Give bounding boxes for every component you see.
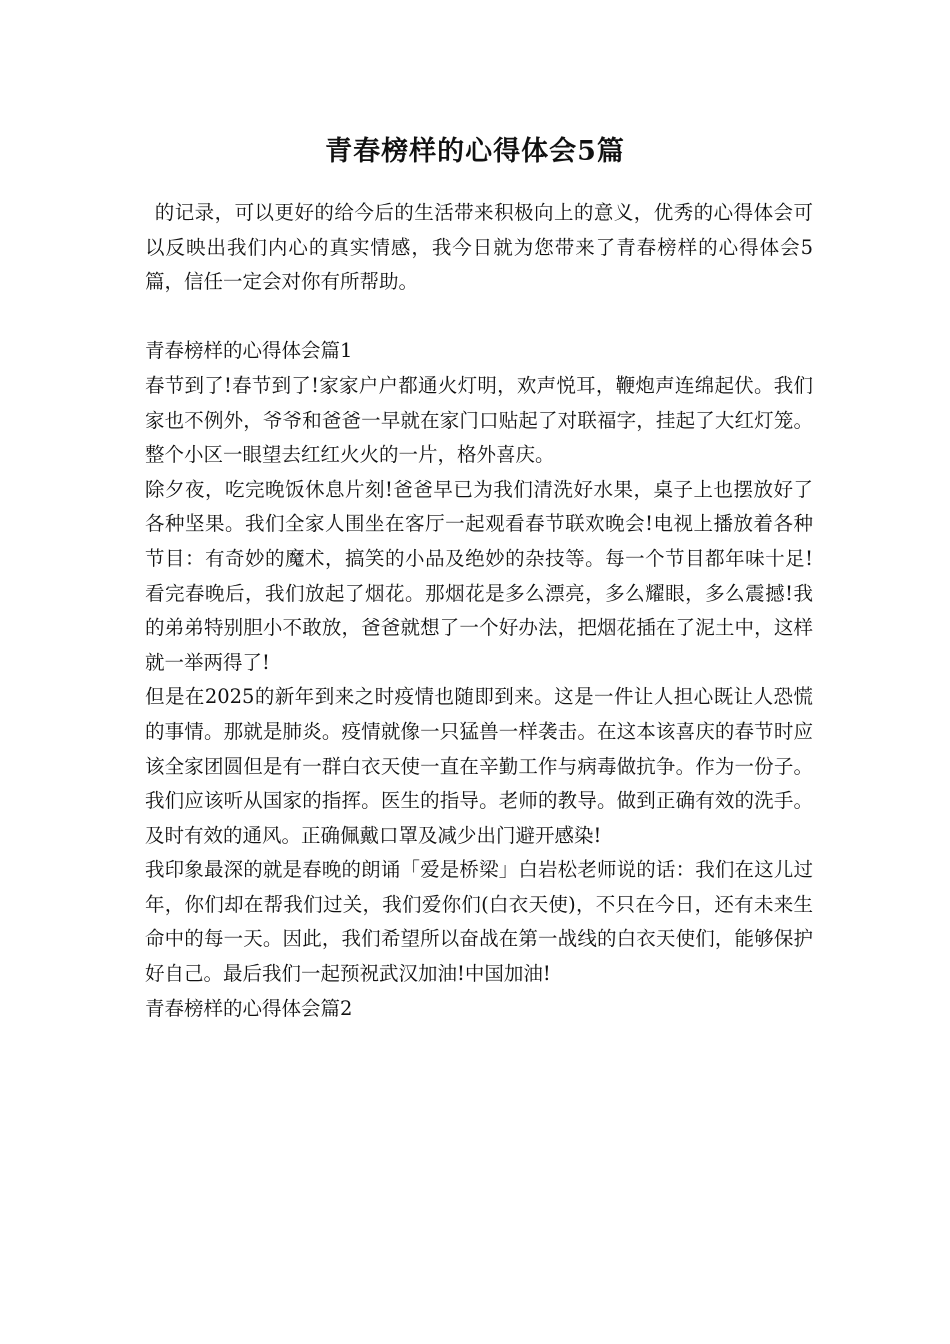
intro-paragraph: 的记录，可以更好的给今后的生活带来积极向上的意义，优秀的心得体会可以反映出我们内心的真实情感，我今日就为您带来了青春榜样的心得体会5篇，信任一定会对你有所帮助。 <box>145 201 813 294</box>
body-paragraph-4: 我印象最深的就是春晚的朗诵「爱是桥梁」白岩松老师说的话：我们在这儿过年，你们却在帮我们过关，我们爱你们(白衣天使)，不只在今日，还有未来生命中的每一天。因此，我们希望所以奋战在第一战线的白衣天使们，能够保护好自己。最后我们一起预祝武汉加油!中国加油! <box>145 858 813 986</box>
body-paragraph-2: 除夕夜，吃完晚饭休息片刻!爸爸早已为我们清洗好水果，桌子上也摆放好了各种坚果。我们全家人围坐在客厅一起观看春节联欢晚会!电视上播放着各种节目：有奇妙的魔术，搞笑的小品及绝妙的杂技等。每一个节目都年味十足!看完春晚后，我们放起了烟花。那烟花是多么漂亮，多么耀眼，多么震撼!我的弟弟特别胆小不敢放，爸爸就想了一个好办法，把烟花插在了泥土中，这样就一举两得了! <box>145 477 813 674</box>
section-heading-1: 青春榜样的心得体会篇1 <box>145 339 353 363</box>
paragraph-spacer <box>145 300 813 335</box>
body-paragraph-3: 但是在2025的新年到来之时疫情也随即到来。这是一件让人担心既让人恐慌的事情。那就是肺炎。疫情就像一只猛兽一样袭击。在这本该喜庆的春节时应该全家团圆但是有一群白衣天使一直在辛勤工作与病毒做抗争。作为一份子。我们应该听从国家的指挥。医生的指导。老师的教导。做到正确有效的洗手。及时有效的通风。正确佩戴口罩及减少出门避开感染! <box>145 685 813 847</box>
document-body <box>145 196 813 1026</box>
section-heading-2: 青春榜样的心得体会篇2 <box>145 996 353 1020</box>
document-title: 青春榜样的心得体会5篇 <box>325 136 625 167</box>
body-paragraph-1: 春节到了!春节到了!家家户户都通火灯明，欢声悦耳，鞭炮声连绵起伏。我们家也不例外，爷爷和爸爸一早就在家门口贴起了对联福字，挂起了大红灯笼。整个小区一眼望去红红火火的一片，格外喜庆。 <box>145 373 813 467</box>
